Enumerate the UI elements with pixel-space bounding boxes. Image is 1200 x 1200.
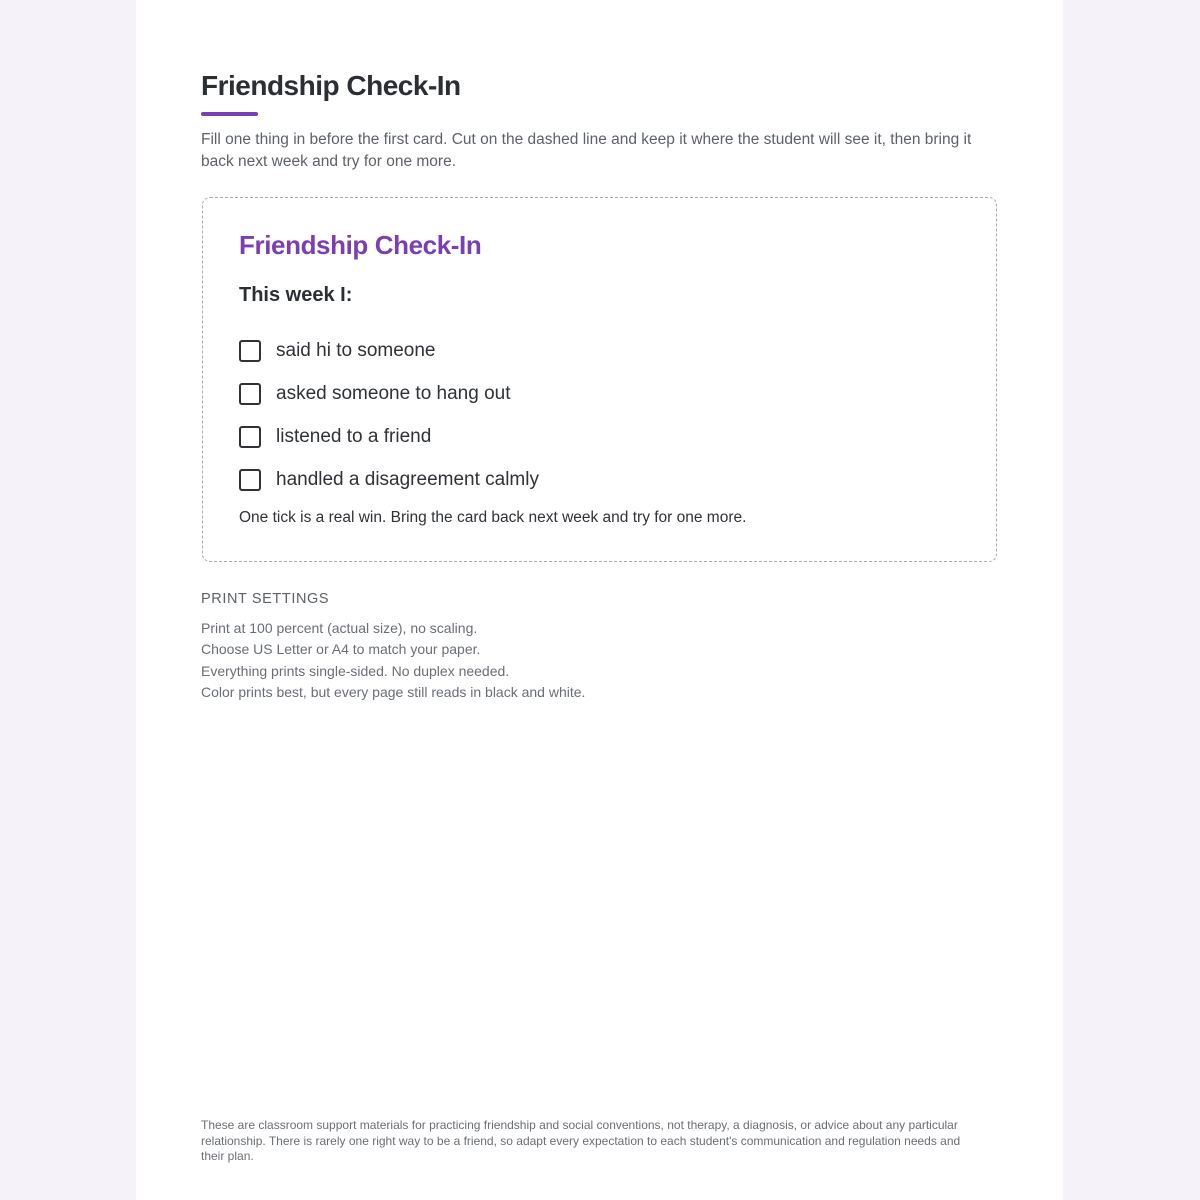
checklist-item[interactable] — [239, 372, 539, 415]
print-settings-list — [201, 618, 585, 703]
print-settings-item: Print at 100 percent (actual size), no scaling. — [201, 620, 478, 636]
intro-text: Fill one thing in before the first card. Cut on the dashed line and keep it where the student will see it, then bring it back next week and try for one more. — [201, 131, 972, 170]
checkbox[interactable] — [239, 340, 261, 362]
title-underline — [201, 112, 258, 116]
cut-out-card — [202, 197, 997, 562]
checkbox[interactable] — [239, 469, 261, 491]
checklist-item-label: listened to a friend — [276, 425, 432, 447]
card-footer-text: One tick is a real win. Bring the card back next week and try for one more. — [239, 509, 747, 526]
print-settings-item: Color prints best, but every page still reads in black and white. — [201, 683, 586, 700]
checklist — [239, 329, 539, 501]
document-page — [136, 0, 1063, 1200]
checklist-item-label: said hi to someone — [276, 339, 436, 361]
checkbox[interactable] — [239, 426, 261, 448]
checklist-item-label: asked someone to hang out — [276, 382, 511, 404]
checklist-item[interactable] — [239, 415, 539, 458]
card-subhead: This week I: — [239, 284, 353, 306]
disclaimer-text: These are classroom support materials for practicing friendship and social conventions, not therapy, a diagnosis, or advice about any particular relationship. There is rarely one right way to be a friend, so adapt every expectation to each student's communication and regulation needs and their plan. — [201, 1118, 961, 1163]
checklist-item[interactable] — [239, 329, 539, 372]
checkbox[interactable] — [239, 383, 261, 405]
card-title: Friendship Check-In — [239, 230, 482, 260]
print-settings-item: Choose US Letter or A4 to match your paper. — [201, 641, 481, 658]
print-settings-heading: PRINT SETTINGS — [201, 591, 330, 607]
page-title: Friendship Check-In — [201, 70, 461, 101]
checklist-item-label: handled a disagreement calmly — [276, 468, 539, 490]
checklist-item[interactable] — [239, 458, 539, 501]
print-settings-item: Everything prints single-sided. No duplex needed. — [201, 662, 510, 679]
